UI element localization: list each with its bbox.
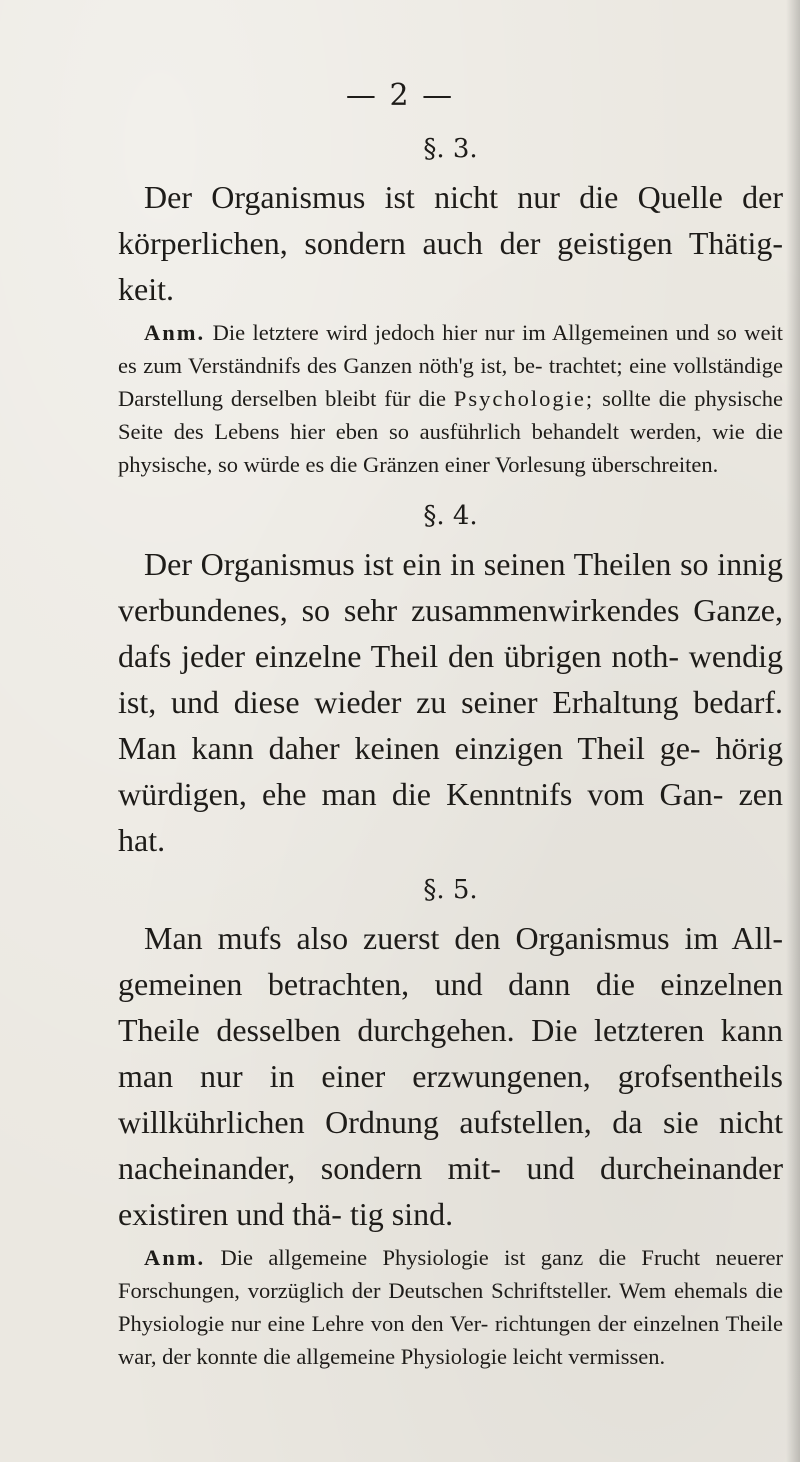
annotation-text: Die allgemeine Physiologie ist ganz die Frucht neuerer Forschungen, vorzüglich der Deutschen Schriftsteller. Wem ehemals die Physiologie nur eine Lehre von den Ver- richtungen der einzelnen Theile war, der konnte die allgemeine Physiologie leicht vermissen. xyxy=(118,1245,783,1369)
section-body: Der Organismus ist nicht nur die Quelle der körperlichen, sondern auch der geistigen Thätig- keit. xyxy=(118,179,783,307)
page-number: — 2 — xyxy=(345,78,455,113)
section-3 xyxy=(118,130,783,481)
section-4 xyxy=(118,497,783,863)
section-heading: §. 3. xyxy=(423,134,478,164)
section-body: Man mufs also zuerst den Organismus im All- gemeinen betrachten, und dann die einzelnen Theile desselben durchgehen. Die letzteren kann man nur in einer erzwungenen, grofsentheils willkührlichen Ordnung aufstellen, da sie nicht nacheinander, sondern mit- und durcheinander existiren und thä- tig sind. xyxy=(118,920,783,1232)
annotation-text-continued: sollte die physische Seite des Lebens hier eben so ausführlich behandelt werden, wie die physische, so würde es die Gränzen einer Vorlesung überschreiten. xyxy=(118,386,783,477)
annotation-label: Anm. xyxy=(144,1245,206,1270)
annotation xyxy=(118,1241,783,1373)
annotation xyxy=(118,316,783,481)
annotation-text: Die letztere wird jedoch hier nur im Allgemeinen und so weit es zum Verständnifs des Ganzen nöth'g ist, be- trachtet; eine vollständige Darstellung derselben bleibt für die xyxy=(118,320,783,411)
page-edge-shadow xyxy=(786,0,800,1462)
section-body: Der Organismus ist ein in seinen Theilen so innig verbundenes, so sehr zusammenwirkendes Ganze, dafs jeder einzelne Theil den übrigen noth- wendig ist, und diese wieder zu seiner Erhaltung bedarf. Man kann daher keinen einzigen Theil ge- hörig würdigen, ehe man die Kenntnifs vom Gan- zen hat. xyxy=(118,546,783,858)
section-5 xyxy=(118,871,783,1373)
section-heading: §. 4. xyxy=(423,501,478,531)
annotation-label: Anm. xyxy=(144,320,206,345)
page-content xyxy=(118,130,783,1379)
annotation-emphasis: Psychologie; xyxy=(453,386,595,411)
section-heading: §. 5. xyxy=(423,875,478,905)
